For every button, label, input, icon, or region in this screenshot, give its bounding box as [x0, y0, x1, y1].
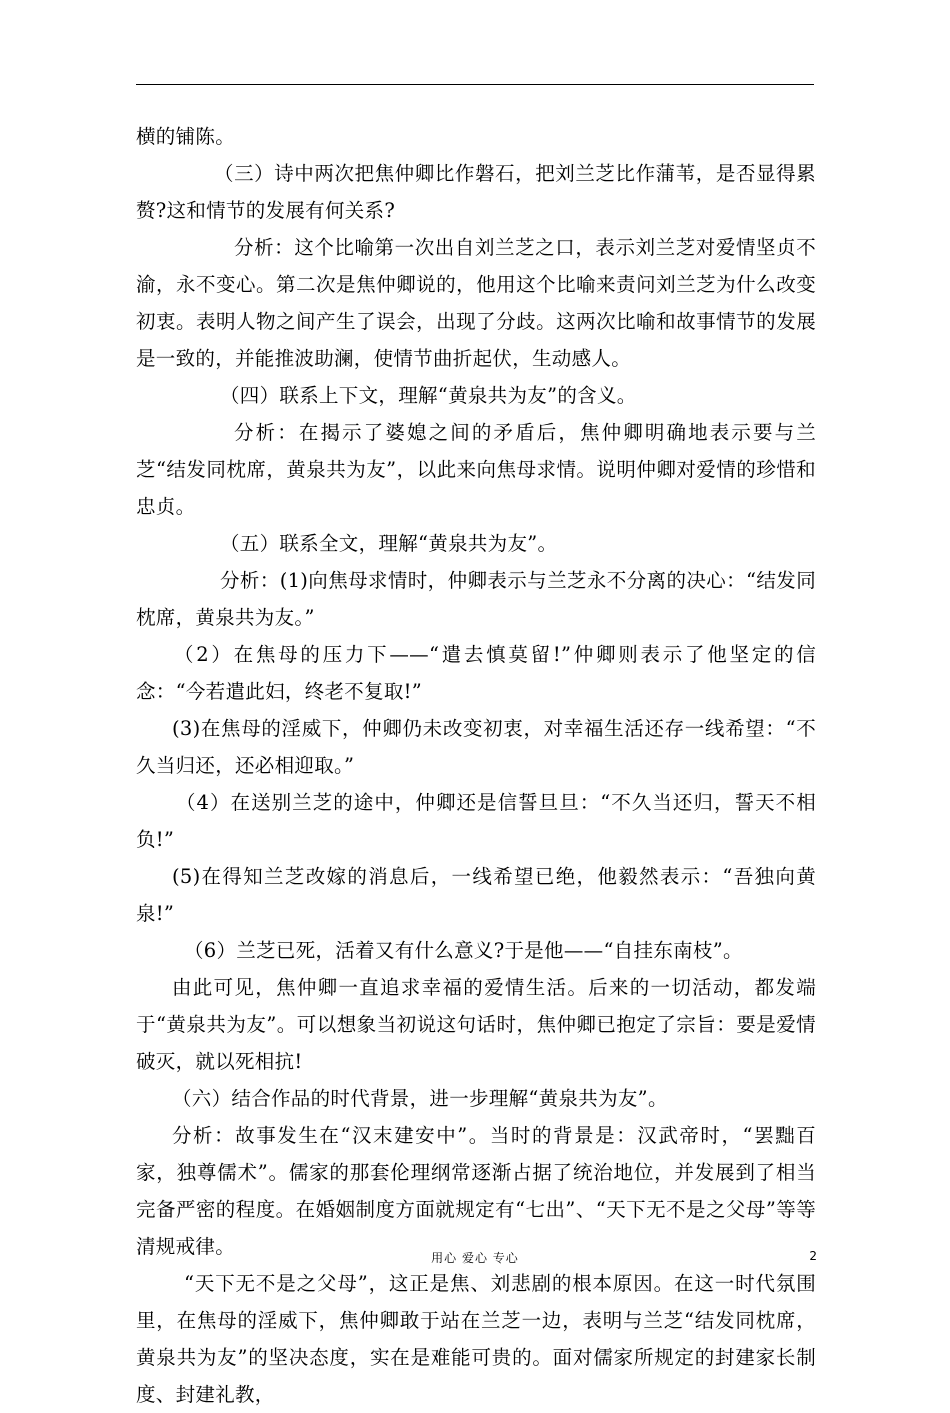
footer-slogan: 用心 爱心 专心 — [431, 1251, 519, 1265]
question-three: （三）诗中两次把焦仲卿比作磐石，把刘兰芝比作蒲苇，是否显得累赘?这和情节的发展有何关系? — [136, 162, 816, 222]
analysis-five-item-4: （4）在送别兰芝的途中，仲卿还是信誓旦旦：“不久当还归，誓天不相负!” — [136, 791, 816, 851]
analysis-five-item-1: 分析：(1)向焦母求情时，仲卿表示与兰芝永不分离的决心：“结发同枕席，黄泉共为友。” — [136, 569, 816, 629]
analysis-six: 分析：故事发生在“汉末建安中”。当时的背景是：汉武帝时，“罢黜百家，独尊儒术”。儒家的那套伦理纲常逐渐占据了统治地位，并发展到了相当完备严密的程度。在婚姻制度方面就规定有“七出”、“天下无不是之父母”等等清规戒律。 — [136, 1124, 816, 1258]
conclusion-paragraph: 由此可见，焦仲卿一直追求幸福的爱情生活。后来的一切活动，都发端于“黄泉共为友”。可以想象当初说这句话时，焦仲卿已抱定了宗旨：要是爱情破灭，就以死相抗! — [136, 976, 816, 1073]
page-footer — [0, 1249, 950, 1269]
question-five: （五）联系全文，理解“黄泉共为友”。 — [220, 532, 558, 555]
analysis-three: 分析：这个比喻第一次出自刘兰芝之口，表示刘兰芝对爱情坚贞不渝，永不变心。第二次是焦仲卿说的，他用这个比喻来责问刘兰芝为什么改变初衷。表明人物之间产生了误会，出现了分歧。这两次比喻和故事情节的发展是一致的，并能推波助澜，使情节曲折起伏，生动感人。 — [136, 236, 816, 370]
analysis-five-item-5: (5)在得知兰芝改嫁的消息后，一线希望已绝，他毅然表示：“吾独向黄泉!” — [136, 865, 816, 925]
analysis-five-item-6: （6）兰芝已死，活着又有什么意义?于是他——“自挂东南枝”。 — [184, 939, 743, 962]
header-rule — [136, 84, 814, 85]
paragraph-continued: 横的铺陈。 — [136, 125, 236, 148]
question-four: （四）联系上下文，理解“黄泉共为友”的含义。 — [220, 384, 637, 407]
analysis-four: 分析：在揭示了婆媳之间的矛盾后，焦仲卿明确地表示要与兰芝“结发同枕席，黄泉共为友”，以此来向焦母求情。说明仲卿对爱情的珍惜和忠贞。 — [136, 421, 816, 518]
analysis-five-item-3: (3)在焦母的淫威下，仲卿仍未改变初衷，对幸福生活还存一线希望：“不久当归还，还必相迎取。” — [136, 717, 816, 777]
analysis-six-continued: “天下无不是之父母”，这正是焦、刘悲剧的根本原因。在这一时代氛围里，在焦母的淫威下，焦仲卿敢于站在兰芝一边，表明与兰芝“结发同枕席，黄泉共为友”的坚决态度，实在是难能可贵的。面对儒家所规定的封建家长制度、封建礼教， — [136, 1272, 816, 1406]
document-body — [136, 118, 816, 1413]
page-number: 2 — [809, 1249, 817, 1263]
analysis-five-item-2: （2）在焦母的压力下——“遣去慎莫留!”仲卿则表示了他坚定的信念：“今若遣此妇，终老不复取!” — [136, 643, 816, 703]
question-six: （六）结合作品的时代背景，进一步理解“黄泉共为友”。 — [172, 1087, 668, 1110]
